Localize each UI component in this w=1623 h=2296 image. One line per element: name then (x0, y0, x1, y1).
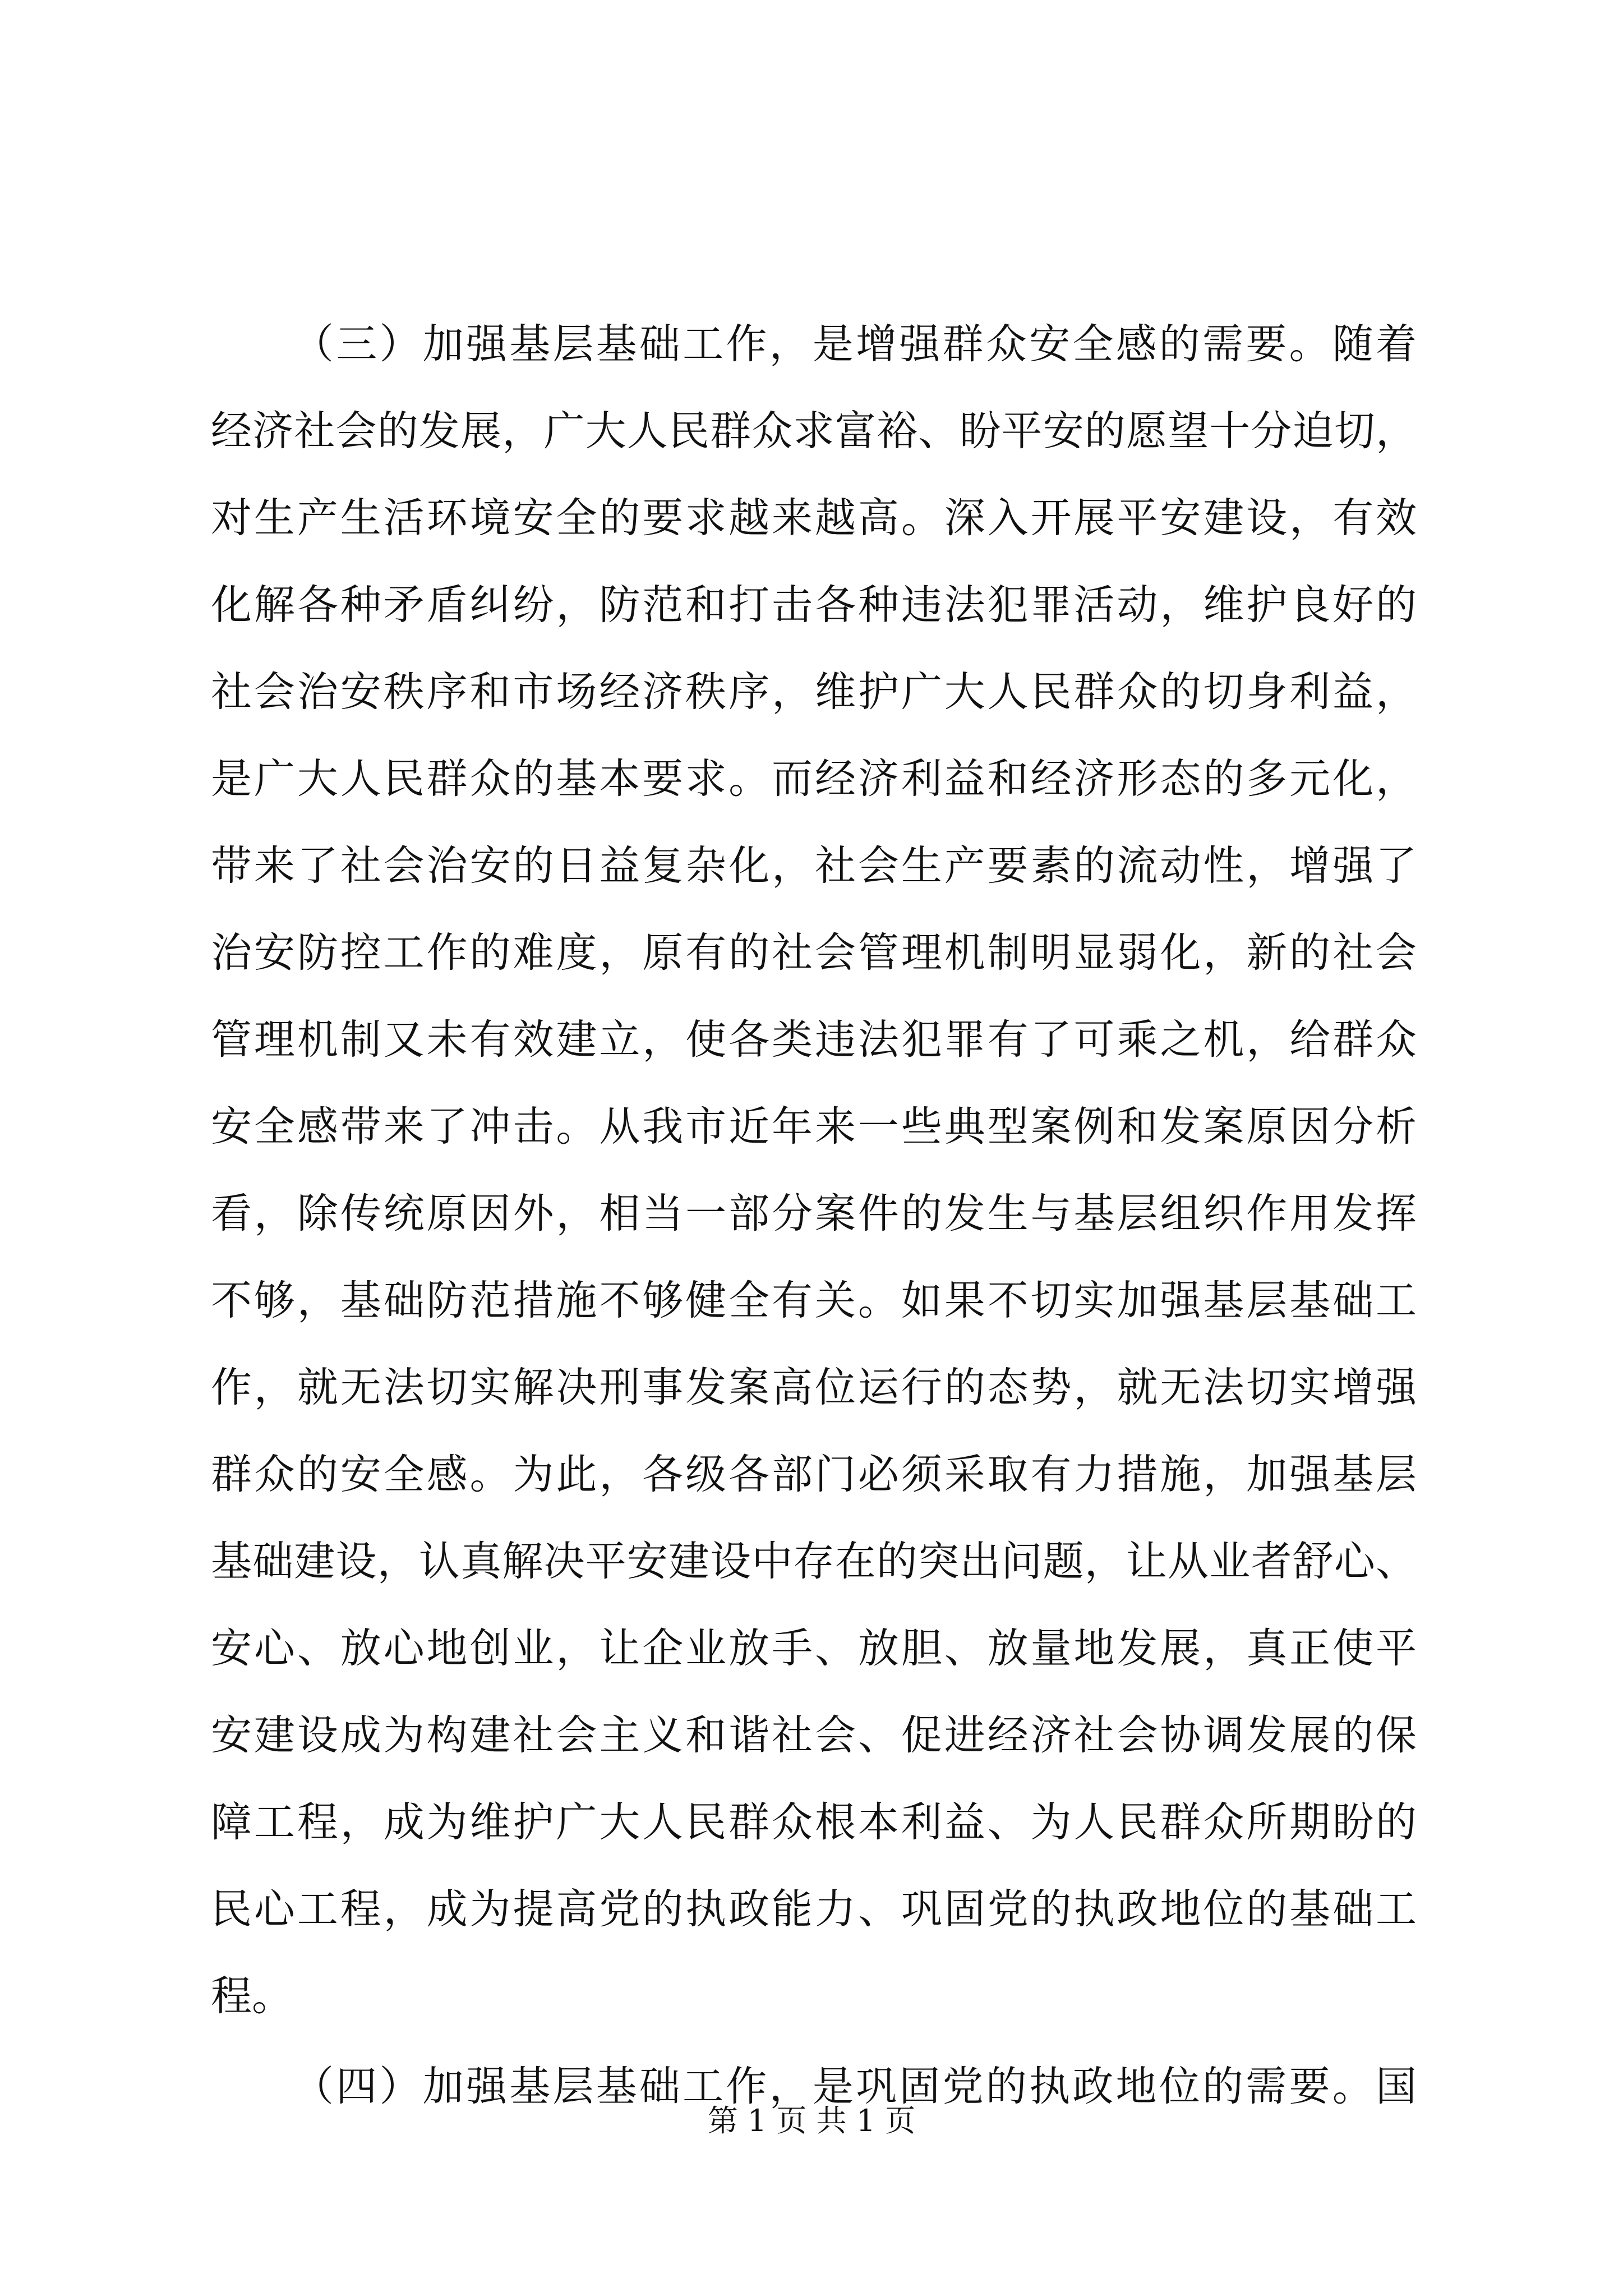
page-footer: 第 1 页 共 1 页 (707, 2103, 916, 2138)
paragraph-3-line: 障工程，成为维护广大人民群众根本利益、为人民群众所期盼的 (211, 1798, 1417, 1846)
paragraph-3-line: 安全感带来了冲击。从我市近年来一些典型案例和发案原因分析 (211, 1103, 1417, 1151)
paragraph-3-line: （三）加强基层基础工作，是增强群众安全感的需要。随着 (293, 320, 1417, 368)
paragraph-3-line: 基础建设，认真解决平安建设中存在的突出问题，让从业者舒心、 (211, 1538, 1417, 1585)
paragraph-3-line: 民心工程，成为提高党的执政能力、巩固党的执政地位的基础工 (211, 1885, 1417, 1933)
paragraph-3-line: 管理机制又未有效建立，使各类违法犯罪有了可乘之机，给群众 (211, 1016, 1417, 1064)
document-body (211, 301, 1417, 2130)
paragraph-3-line: 安心、放心地创业，让企业放手、放胆、放量地发展，真正使平 (211, 1625, 1417, 1672)
paragraph-3-line: 带来了社会治安的日益复杂化，社会生产要素的流动性，增强了 (211, 842, 1417, 890)
paragraph-3-line: 经济社会的发展，广大人民群众求富裕、盼平安的愿望十分迫切， (211, 407, 1417, 455)
paragraph-3-last-line: 程。 (211, 1972, 293, 2020)
paragraph-3-line: 群众的安全感。为此，各级各部门必须采取有力措施，加强基层 (211, 1451, 1417, 1498)
paragraph-3-line: 是广大人民群众的基本要求。而经济利益和经济形态的多元化， (211, 755, 1417, 803)
paragraph-3-line: 社会治安秩序和市场经济秩序，维护广大人民群众的切身利益， (211, 668, 1417, 716)
paragraph-3-line: 对生产生活环境安全的要求越来越高。深入开展平安建设，有效 (211, 494, 1417, 542)
paragraph-3-line: 看，除传统原因外，相当一部分案件的发生与基层组织作用发挥 (211, 1190, 1417, 1237)
paragraph-4-line: （四）加强基层基础工作，是巩固党的执政地位的需要。国 (293, 2063, 1417, 2110)
paragraph-3-line: 作，就无法切实解决刑事发案高位运行的态势，就无法切实增强 (211, 1364, 1417, 1411)
paragraph-3-line: 安建设成为构建社会主义和谐社会、促进经济社会协调发展的保 (211, 1711, 1417, 1759)
paragraph-3-line: 治安防控工作的难度，原有的社会管理机制明显弱化，新的社会 (211, 929, 1417, 977)
paragraph-3-line: 不够，基础防范措施不够健全有关。如果不切实加强基层基础工 (211, 1277, 1417, 1324)
paragraph-3-line: 化解各种矛盾纠纷，防范和打击各种违法犯罪活动，维护良好的 (211, 581, 1417, 629)
